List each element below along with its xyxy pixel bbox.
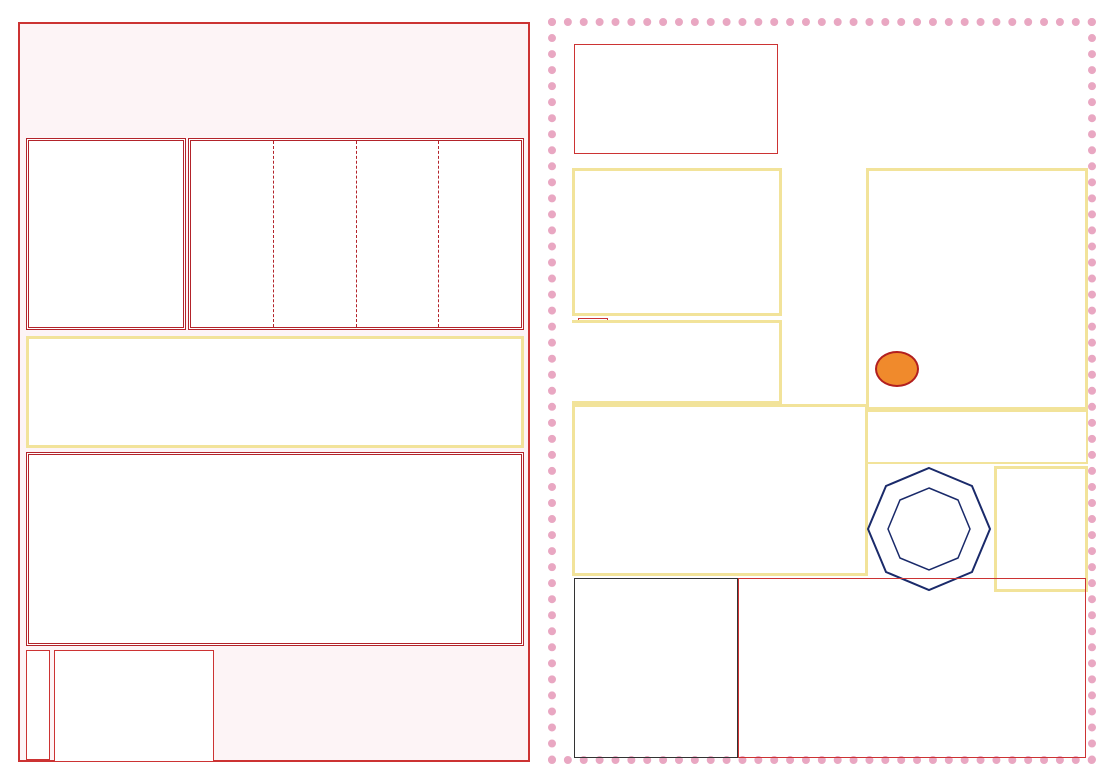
riddle-lines	[575, 45, 777, 55]
kill-column	[357, 141, 440, 327]
hot-panel	[866, 44, 1084, 178]
kill-zodiac-group	[188, 138, 524, 330]
history-table	[574, 578, 738, 758]
hot-tail-row	[868, 100, 1084, 116]
hot-wuxing-row	[878, 50, 1084, 66]
prediction-group	[26, 452, 524, 646]
happy-box	[738, 578, 1086, 758]
fax-box	[572, 404, 868, 576]
half-head-table	[54, 650, 214, 762]
kill-column	[439, 141, 521, 327]
hot-special-box	[866, 168, 1088, 410]
kill-column	[274, 141, 357, 327]
gold-zodiac-box	[26, 138, 186, 330]
verse-box	[572, 320, 782, 404]
side-box	[994, 466, 1088, 592]
right-page	[548, 18, 1096, 764]
hot-head-row	[868, 74, 1084, 90]
hot-numbers-box	[26, 336, 524, 448]
tiger-icon	[875, 351, 919, 387]
riddle-box	[574, 44, 778, 154]
not-out-box	[572, 168, 782, 316]
kill-column	[191, 141, 274, 327]
half-head-label	[26, 650, 50, 760]
bagua-chart	[866, 466, 992, 592]
left-page	[18, 22, 530, 762]
xuanmen-box	[866, 410, 1088, 464]
